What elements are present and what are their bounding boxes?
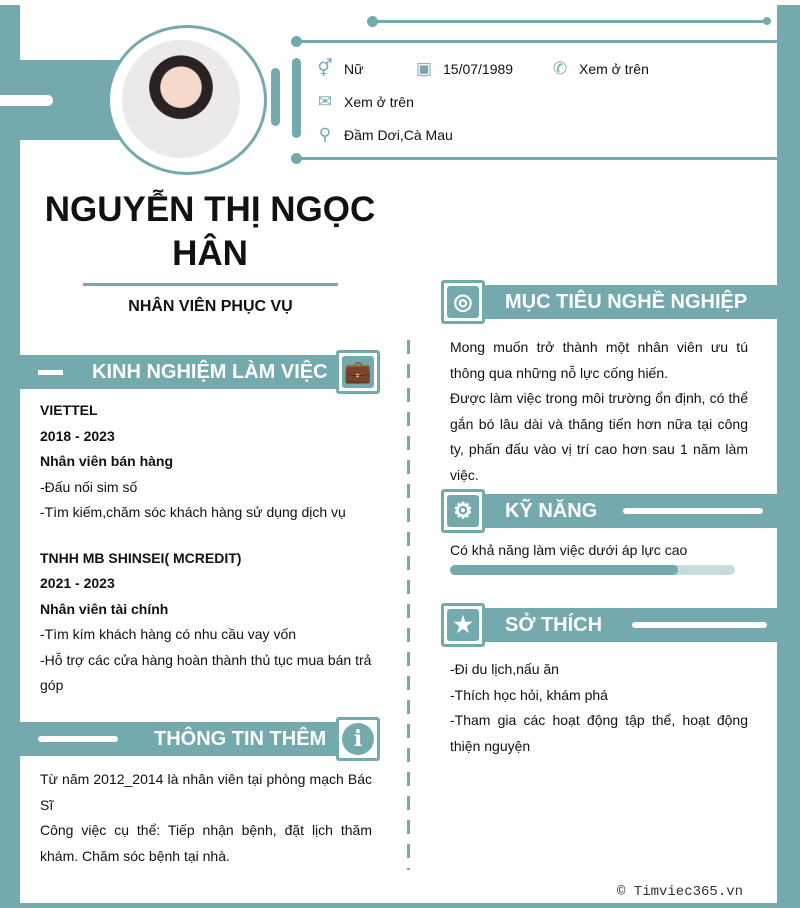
watermark: © Timviec365.vn [617,884,744,900]
address-field: ⚲ Đầm Dơi,Cà Mau [316,126,453,144]
skill-bar [450,565,735,575]
left-frame [0,5,20,908]
skills-header: KỸ NĂNG [470,494,777,528]
column-divider [407,340,410,870]
bottom-frame [0,903,800,908]
hobbies-header: SỞ THÍCH [470,608,777,642]
gender-field: ⚥ Nữ [317,59,364,78]
avatar [122,40,240,158]
email-icon: ✉ [317,92,333,111]
experience-list: VIETTEL 2018 - 2023 Nhân viên bán hàng -Đấu nối sim số -Tìm kiếm,chăm sóc khách hàng sử dụng dịch vụ TNHH MB SHINSEI( MCREDIT) 2021 - 2023 Nhân viên tài chính -Tìm kím khách hàng có nhu cầu vay vốn -Hỗ trợ các cửa hàng hoàn thành thủ tục mua bán trả góp [40,402,372,693]
extra-info-header: THÔNG TIN THÊM [20,722,350,756]
header-pill [0,95,53,106]
phone-field: ✆ Xem ở trên [552,59,649,78]
star-icon: ★ [441,603,485,647]
decor-bar [271,68,280,126]
info-icon: i [336,717,380,761]
birthday-field: ▣ 15/07/1989 [415,59,514,78]
calendar-icon: ▣ [415,59,433,78]
objective-text: Mong muốn trở thành một nhân viên ưu tú thông qua những nỗ lực cống hiến. Được làm việc trong môi trường ổn định, có thể gắn bó lâu dài và thăng tiến hơn nữa tại công ty, phấn đấu vào vị trí cao hơn sau 1 năm làm việc. [450,339,748,483]
experience-header: KINH NGHIỆM LÀM VIỆC [20,355,350,389]
hobbies-list: -Đi du lịch,nấu ăn -Thích học hỏi, khám phá -Tham gia các hoạt động tập thể, hoạt động thiện nguyện [450,661,748,754]
candidate-name: NGUYỄN THỊ NGỌC HÂN [44,190,376,273]
target-icon: ◎ [441,280,485,324]
gender-icon: ⚥ [317,59,333,78]
phone-icon: ✆ [552,59,568,78]
location-icon: ⚲ [318,125,332,144]
gear-icon: ⚙ [441,489,485,533]
objective-header: MỤC TIÊU NGHỀ NGHIỆP [470,285,777,319]
email-field: ✉ Xem ở trên [317,92,414,111]
extra-info-text: Từ năm 2012_2014 là nhân viên tại phòng mạch Bác Sĩ Công việc cụ thể: Tiếp nhận bệnh, đặt lịch thăm khám. Chăm sóc bệnh tại nhà. [40,771,372,864]
right-frame [777,5,800,908]
briefcase-icon: 💼 [336,350,380,394]
skill-name: Có khả năng làm việc dưới áp lực cao [450,542,688,558]
job-title: NHÂN VIÊN PHỤC VỤ [128,298,293,315]
decor-bar [292,58,301,138]
